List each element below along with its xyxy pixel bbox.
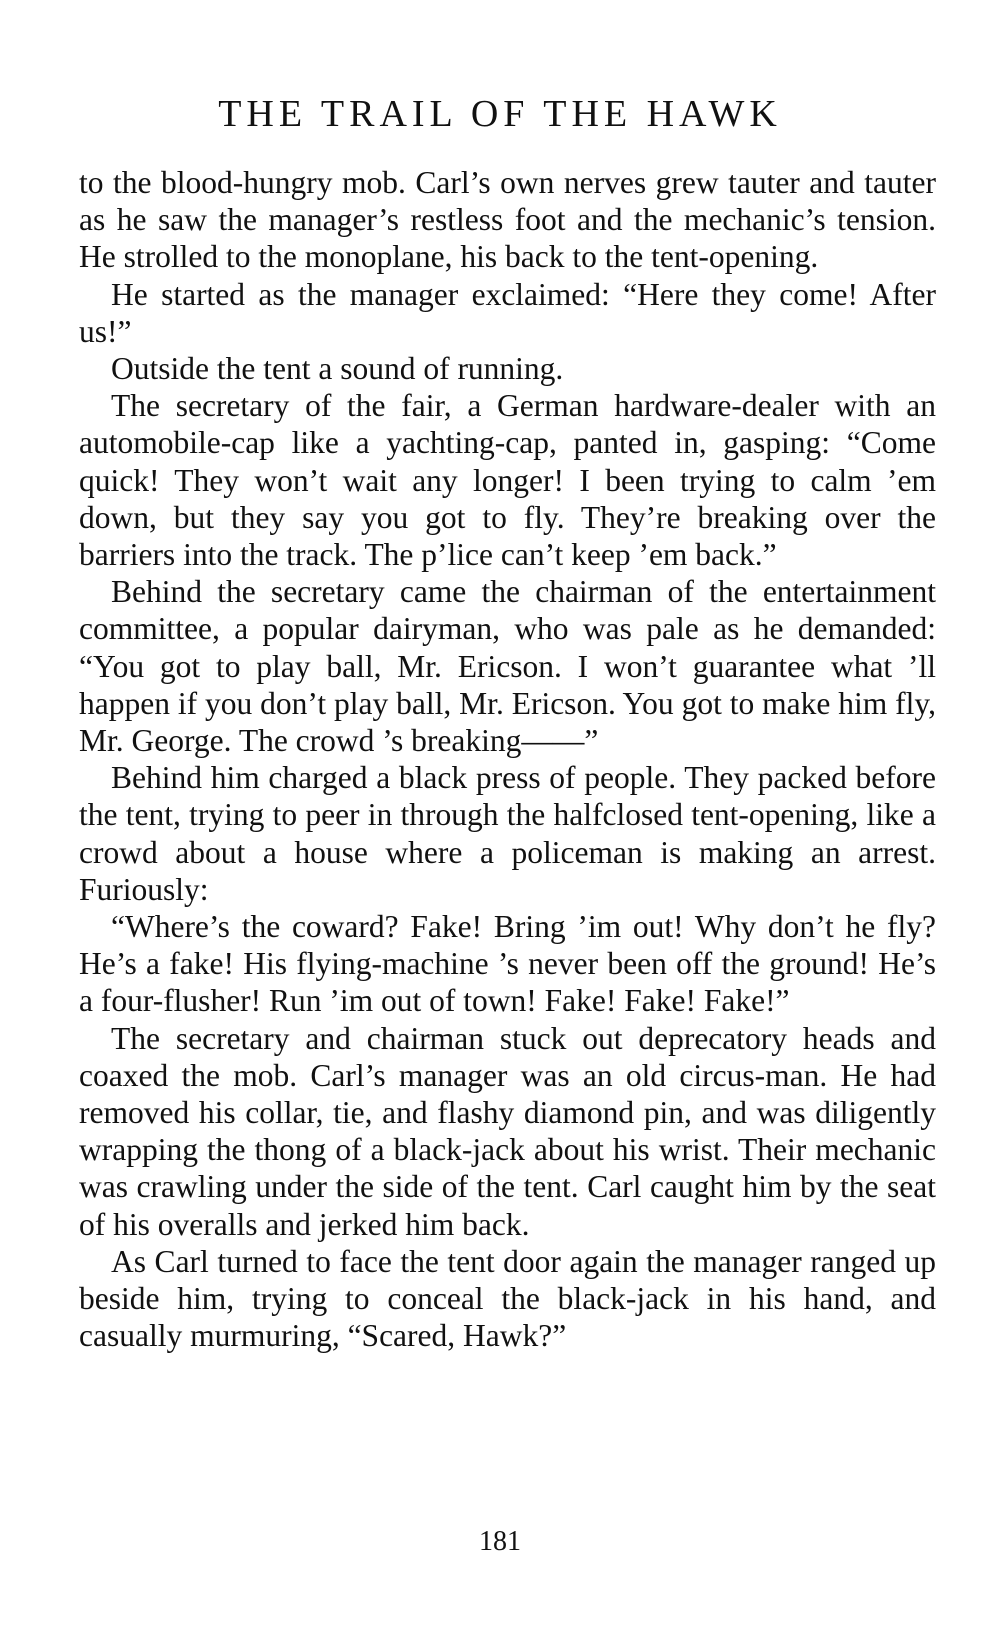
paragraph: to the blood-hungry mob. Carl’s own nerves grew tauter and tauter as he saw the manager’s restless foot and the mechanic’s tension. He strolled to the monoplane, his back to the tent-opening. <box>79 165 936 275</box>
paragraph: “Where’s the coward? Fake! Bring ’im out! Why don’t he fly? He’s a fake! His flying-machine ’s never been off the ground! He’s a four-flusher! Run ’im out of town! Fake! Fake! Fake!” <box>79 909 936 1019</box>
paragraph: He started as the manager exclaimed: “Here they come! After us!” <box>79 276 936 349</box>
paragraph: As Carl turned to face the tent door again the manager ranged up beside him, trying to conceal the black-jack in his hand, and casually murmuring, “Scared, Hawk?” <box>79 1243 936 1354</box>
paragraph: The secretary of the fair, a German hardware-dealer with an automobile-cap like a yachting-cap, panted in, gasping: “Come quick! They won’t wait any longer! I been trying to calm ’em down, but they say you got to fly. They’re breaking over the barriers into the track. The p’lice can’t keep ’em back.” <box>79 388 936 573</box>
paragraph: Outside the tent a sound of running. <box>111 351 564 387</box>
body-text <box>79 164 936 1355</box>
page-number: 181 <box>479 1526 521 1557</box>
paragraph: The secretary and chairman stuck out deprecatory heads and coaxed the mob. Carl’s manager was an old circus-man. He had removed his collar, tie, and flashy diamond pin, and was diligently wrapping the thong of a black-jack about his wrist. Their mechanic was crawling under the side of the tent. Carl caught him by the seat of his overalls and jerked him back. <box>79 1020 936 1242</box>
paragraph: Behind the secretary came the chairman of the entertainment committee, a popular dairyman, who was pale as he demanded: “You got to play ball, Mr. Ericson. I won’t guarantee what ’ll happen if you don’t play ball, Mr. Ericson. You got to make him fly, Mr. George. The crowd ’s breaking——” <box>79 574 936 759</box>
paragraph: Behind him charged a black press of people. They packed before the tent, trying to peer in through the halfclosed tent-opening, like a crowd about a house where a policeman is making an arrest. Furiously: <box>79 760 936 907</box>
running-head: THE TRAIL OF THE HAWK <box>218 93 782 135</box>
